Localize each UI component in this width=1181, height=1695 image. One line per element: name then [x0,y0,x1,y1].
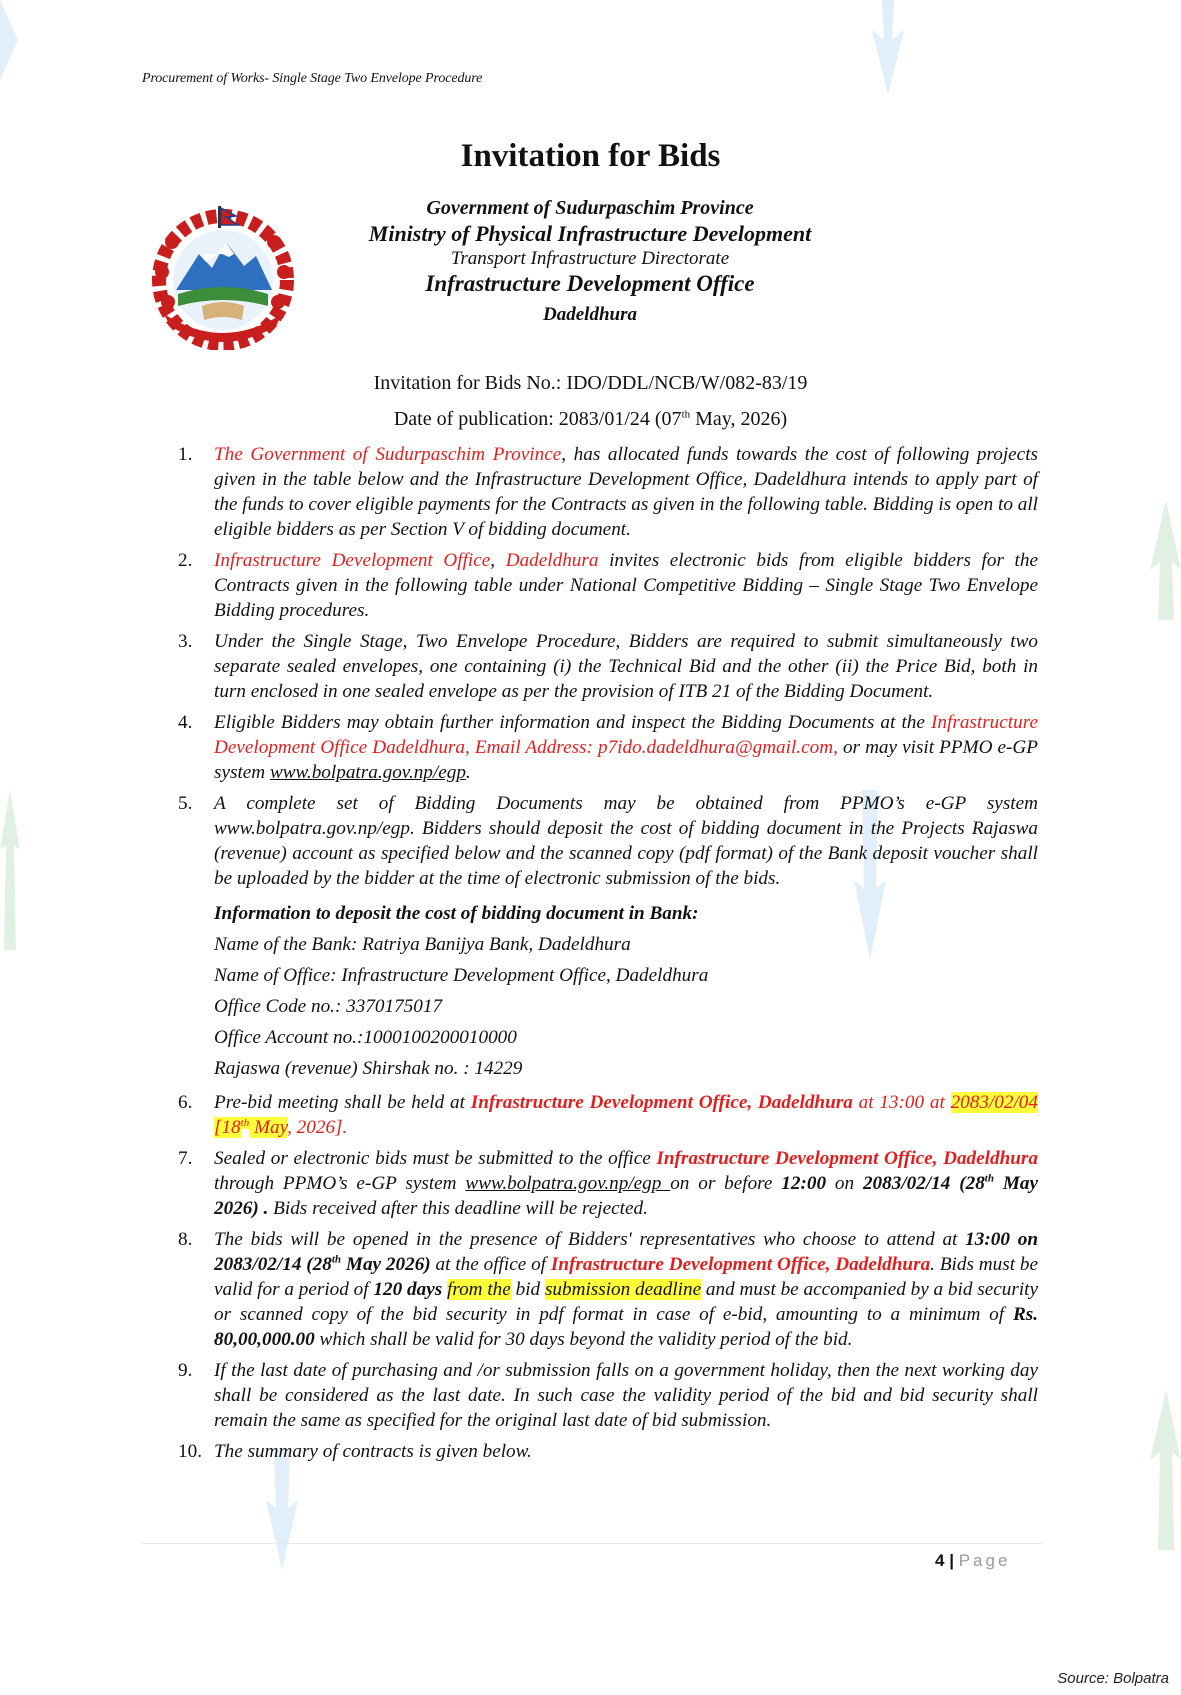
list-item: 3. Under the Single Stage, Two Envelope Procedure, Bidders are required to submit simultaneously two separate sealed envelopes, one containing (i) the Technical Bid and the other (ii) the Price Bid, both in turn enclosed in one sealed envelope as per the provision of ITB 21 of the Bidding Document. [178,631,1038,702]
list-item: 5. A complete set of Bidding Documents may be obtained from PPMO’s e-GP system www.bolpatra.gov.np/egp. Bidders should deposit the cost of bidding document in the Projects Rajaswa (revenue) account as specified below and the scanned copy (pdf format) of the Bank deposit voucher shall be uploaded by the bidder at the time of electronic submission of the bids. Information to deposit the cost of bidding document in Bank: Name of the Bank: Ratriya Banijya Bank, Dadeldhura Name of Office: Infrastructure Development Office, Dadeldhura Office Code no.: 3370175017 Office Account no.:1000100200010000 Rajaswa (revenue) Shirshak no. : 14229 [178,791,1038,1084]
bolpatra-link[interactable]: www.bolpatra.gov.np/egp [465,1173,671,1194]
arrow-watermark-icon [868,0,908,95]
office-place: Dadeldhura [543,304,637,325]
rajaswa-number: Rajaswa (revenue) Shirshak no. : 14229 [214,1058,523,1079]
account-number: Office Account no.:1000100200010000 [214,1027,517,1048]
page-number: 4 | Page [935,1551,1011,1570]
arrow-watermark-icon [1150,1390,1181,1550]
list-item: 2. Infrastructure Development Office, Dadeldhura invites electronic bids from eligible bidders for the Contracts given in the following table under National Competitive Bidding – Single Stage Two Envelope Bidding procedures. [178,550,1038,621]
bolpatra-link[interactable]: www.bolpatra.gov.np/egp [269,762,466,783]
directorate-name: Transport Infrastructure Directorate [450,248,730,269]
office-code: Office Code no.: 3370175017 [214,996,443,1017]
footer-divider [142,1543,1042,1544]
government-name: Government of Sudurpaschim Province [426,197,754,219]
source-credit: Source: Bolpatra [1057,1670,1169,1687]
list-item: 1. The Government of Sudurpaschim Province, has allocated funds towards the cost of following projects given in the table below and the Infrastructure Development Office, Dadeldhura intends to apply part of the funds to cover eligible payments for the Contracts as given in the following table. Bidding is open to all eligible bidders as per Section V of bidding document. [178,444,1038,540]
arrow-watermark-icon [0,0,18,80]
ifb-number: Invitation for Bids No.: IDO/DDL/NCB/W/082-83/19 [373,372,808,394]
nepal-emblem-icon [144,202,302,350]
list-item: 10. The summary of contracts is given below. [178,1441,532,1462]
bank-info [214,898,1038,1084]
clause-list [178,442,1038,1470]
publication-date: Date of publication: 2083/01/24 (07th May, 2026) [393,408,788,430]
page-title: Invitation for Bids [460,138,721,174]
issuer-header [330,196,850,327]
list-item: 9. If the last date of purchasing and /or submission falls on a government holiday, then the next working day shall be considered as the last date. In such case the validity period of the bid and bid security shall remain the same as specified for the original last date of bid submission. [178,1360,1038,1431]
bank-name: Name of the Bank: Ratriya Banijya Bank, Dadeldhura [214,934,631,955]
ministry-name: Ministry of Physical Infrastructure Development [368,221,812,246]
running-head: Procurement of Works- Single Stage Two Envelope Procedure [142,71,483,86]
list-item: 4. Eligible Bidders may obtain further information and inspect the Bidding Documents at the Infrastructure Development Office Dadeldhura, Email Address: p7ido.dadeldhura@gmail.com, or may visit PPMO e-GP system www.bolpatra.gov.np/egp. [178,712,1038,783]
arrow-watermark-icon [0,790,20,950]
arrow-watermark-icon [1150,500,1181,620]
list-item: 6. Pre-bid meeting shall be held at Infrastructure Development Office, Dadeldhura at 13:00 at 2083/02/04 [18th May, 2026]. [178,1092,1038,1138]
bank-info-heading: Information to deposit the cost of bidding document in Bank: [214,903,699,924]
office-name: Infrastructure Development Office [425,271,755,296]
list-item: 7. Sealed or electronic bids must be submitted to the office Infrastructure Development Office, Dadeldhura through PPMO’s e-GP system www.bolpatra.gov.np/egp on or before 12:00 on 2083/02/14 (28th May 2026) . Bids received after this deadline will be rejected. [178,1148,1039,1219]
list-item: 8. The bids will be opened in the presence of Bidders' representatives who choose to attend at 13:00 on 2083/02/14 (28th May 2026) at the office of Infrastructure Development Office, Dadeldhura. Bids must be valid for a period of 120 days from the bid submission deadline and must be accompanied by a bid security or scanned copy of the bid security in pdf format in case of e-bid, amounting to a minimum of Rs. 80,00,000.00 which shall be valid for 30 days beyond the validity period of the bid. [178,1229,1038,1350]
office-name-line: Name of Office: Infrastructure Development Office, Dadeldhura [214,965,709,986]
